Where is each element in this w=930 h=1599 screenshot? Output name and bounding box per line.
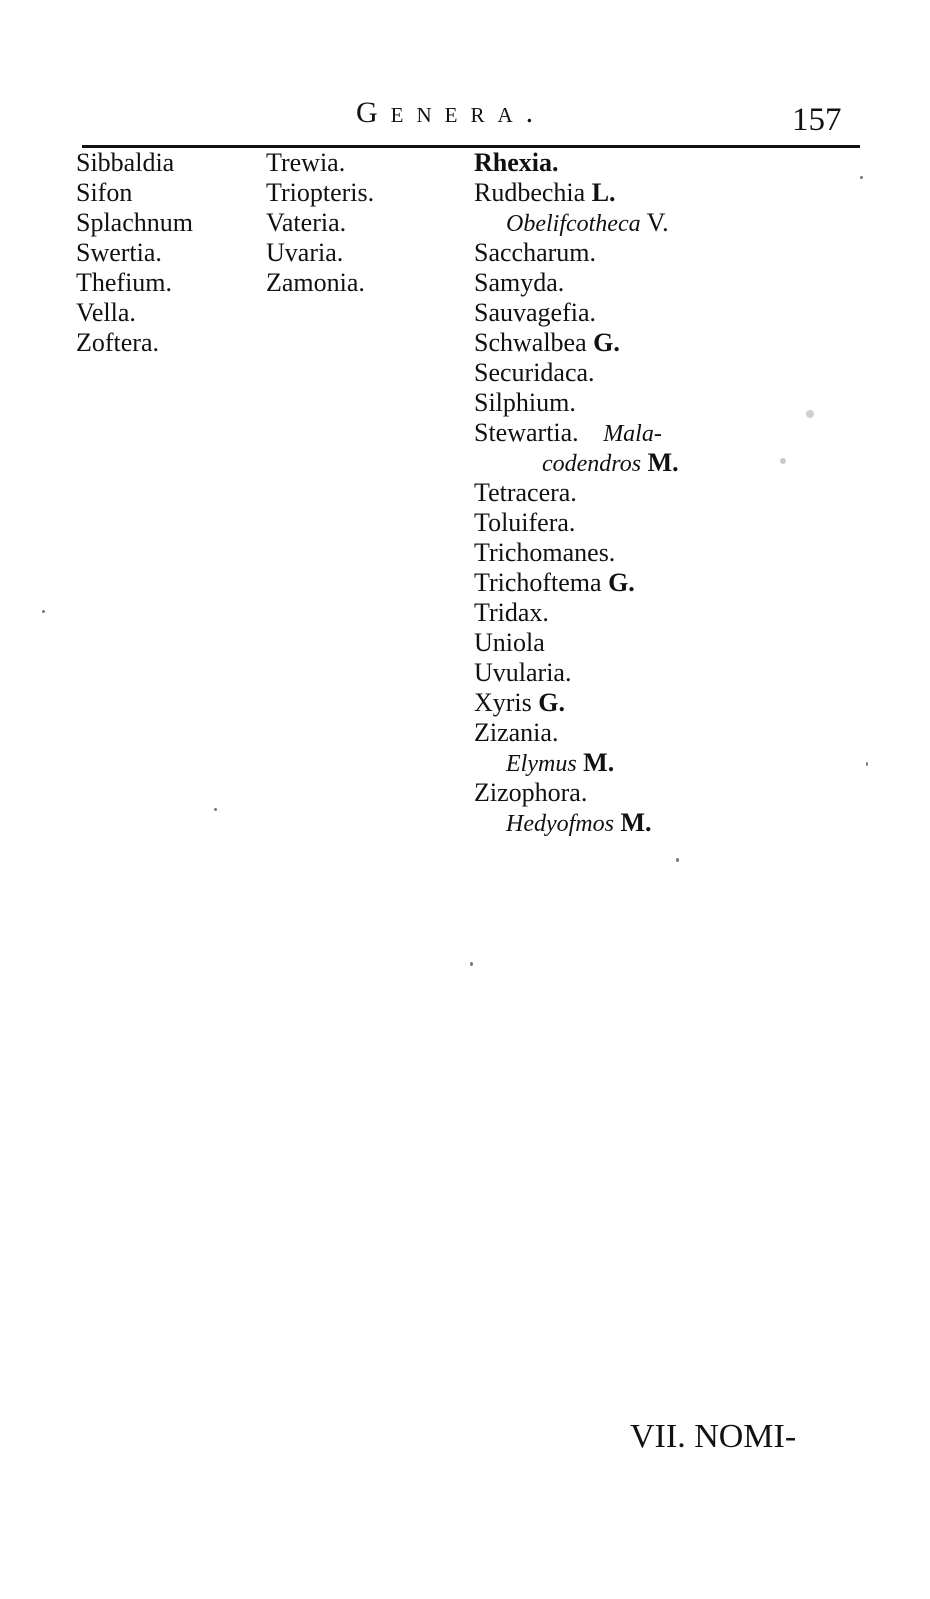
genus-name: Schwalbea [474,328,587,357]
genus-entry [474,178,834,208]
genus-entry [474,328,834,358]
synonym-entry [474,808,834,838]
genus-entry: Zizania. [474,718,559,747]
paper-speck [780,458,786,464]
genus-entry: Sauvagefia. [474,298,597,327]
synonym-name: Mala- [603,421,662,447]
synonym-name: Obelifcotheca [506,211,641,237]
synonym-entry [474,748,834,778]
genus-entry [474,688,834,718]
author-abbrev: L. [591,178,616,207]
genus-entry [474,568,834,598]
paper-speck [860,176,863,179]
author-abbrev: V. [646,208,669,237]
synonym-entry [474,208,834,238]
genus-entry: Samyda. [474,268,565,297]
author-abbrev: G. [538,688,566,717]
genus-entry: Uvularia. [474,658,572,687]
paper-speck [42,610,45,613]
synonym-name: codendros [542,451,642,477]
author-abbrev: G. [593,328,620,357]
catchword: VII. NOMI- [630,1418,797,1455]
genus-name: Xyris [474,688,532,717]
running-head: Genera. [356,96,547,129]
genus-entry: Thefium. [76,268,173,297]
author-abbrev: M. [620,808,652,837]
genera-column-2 [266,148,456,298]
genera-column-3 [474,148,834,838]
genus-entry: Uvaria. [266,238,344,267]
genus-entry: Sibbaldia [76,148,175,177]
genus-entry: Swertia. [76,238,162,267]
genus-entry: Tridax. [474,598,549,627]
genus-entry: Toluifera. [474,508,576,537]
genus-name: Rudbechia [474,178,586,207]
paper-speck [676,858,679,862]
genus-entry: Silphium. [474,388,576,417]
paper-speck [806,410,814,418]
genus-entry: Trewia. [266,148,346,177]
genus-entry: Tetracera. [474,478,577,507]
genus-name: Trichoftema [474,568,602,597]
genus-entry: Zoftera. [76,328,160,357]
genus-entry: Zizophora. [474,778,588,807]
genera-column-1 [76,148,256,358]
paper-speck [470,962,473,966]
genus-entry: Saccharum. [474,238,597,267]
genus-entry: Triopteris. [266,178,375,207]
genus-entry: Zamonia. [266,268,365,297]
author-abbrev: G. [608,568,635,597]
author-abbrev: M. [647,448,679,477]
genus-entry: Rhexia. [474,148,559,177]
paper-speck [214,808,217,811]
synonym-name: Elymus [506,751,577,777]
synonym-name: Hedyofmos [506,811,614,837]
genus-entry: Vateria. [266,208,347,237]
genus-entry: Splachnum [76,208,193,237]
genus-entry: Uniola [474,628,545,657]
genus-name: Stewartia. [474,418,579,447]
author-abbrev: M. [583,748,615,777]
genus-entry: Sifon [76,178,133,207]
paper-speck [866,762,868,766]
genus-entry: Securidaca. [474,358,595,387]
genus-entry [474,418,834,448]
genus-entry: Trichomanes. [474,538,616,567]
page-number: 157 [792,102,842,138]
genus-entry: Vella. [76,298,136,327]
